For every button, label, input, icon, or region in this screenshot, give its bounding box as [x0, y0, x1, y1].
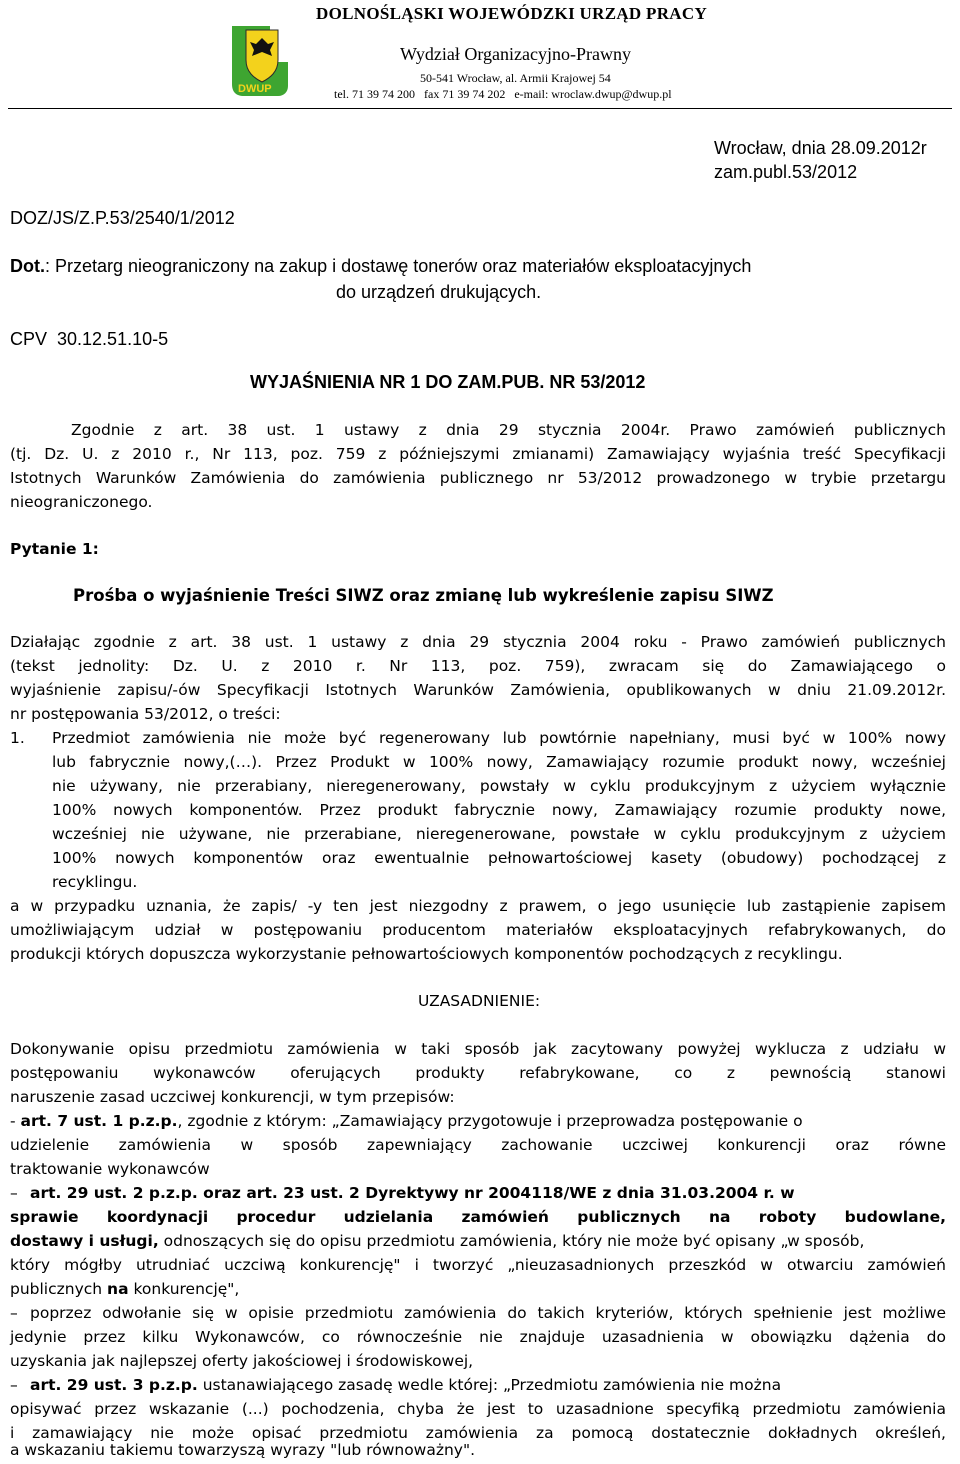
subject-line2: do urządzeń drukujących.: [336, 282, 542, 302]
q-item-line2: lub fabrycznie nowy,(…). Przez Produkt w 100% nowy, Zamawiający rozumie produkt nowy, wcześniej: [52, 753, 946, 771]
q-item-number: 1.: [10, 729, 25, 747]
q-item-line6: 100% nowych komponentów oraz ewentualnie pełnowartościowej kasety (obudowy) pochodzącej z: [52, 849, 946, 867]
logo-text: DWUP: [238, 83, 272, 95]
question-title: Prośba o wyjaśnienie Treści SIWZ oraz zmianę lub wykreślenie zapisu SIWZ: [73, 586, 774, 605]
intro-line4: nieograniczonego.: [10, 493, 153, 511]
uz-line3: naruszenie zasad uczciwej konkurencji, w tym przepisów:: [10, 1088, 455, 1106]
uz-art29-3-line1: [30, 1376, 946, 1394]
header-address: 50-541 Wrocław, al. Armii Krajowej 54: [420, 71, 611, 85]
uz-criteria-line2: jedynie przez kilku Wykonawców, co równocześnie nie znajduje uzasadnienia w obowiązku dążenia do: [10, 1328, 946, 1346]
uz-art29-line5: [10, 1280, 946, 1298]
question-label: Pytanie 1:: [10, 540, 99, 558]
uz-art29-line4: który mógłby utrudniać uczciwą konkurencję" i tworzyć „nieuzasadnionych przeszkód w otwarciu zamówień: [10, 1256, 946, 1274]
uz-art29-3-text: ustanawiającego zasadę wedle której: „Przedmiotu zamówienia nie można: [197, 1376, 782, 1394]
uz-art29-line1: art. 29 ust. 2 p.z.p. oraz art. 23 ust. 2 Dyrektywy nr 2004118/WE z dnia 31.03.2004 r. w: [30, 1184, 795, 1202]
zam-number: zam.publ.53/2012: [714, 162, 858, 182]
uz-art7-line2: udzielenie zamówienia w sposób zapewniający zachowanie uczciwej konkurencji oraz równe: [10, 1136, 946, 1154]
header-divider: [8, 108, 952, 109]
uz-art29-3-ref: art. 29 ust. 3 p.z.p.: [30, 1376, 198, 1394]
q-request-line3: produkcji których dopuszcza wykorzystanie pełnowartościowych komponentów pochodzących z recyklingu.: [10, 945, 843, 963]
uz-criteria-line1: poprzez odwołanie się w opisie przedmiotu zamówienia do takich kryteriów, których spełnienie jest możliwe: [30, 1304, 946, 1322]
q-request-line2: umożliwiającym udział w postępowaniu producentom materiałów eksploatacyjnych refabrykowanych, do: [10, 921, 946, 939]
q-request-line1: a w przypadku uznania, że zapis/ -y ten jest niezgodny z prawem, o jego usunięcie lub zastąpienie zapisem: [10, 897, 946, 915]
uz-line1: Dokonywanie opisu przedmiotu zamówienia w taki sposób jak zacytowany powyżej wyklucza z udziału w: [10, 1040, 946, 1058]
uz-line2: postępowaniu wykonawców oferujących produkty refabrykowane, co z pewnością stanowi: [10, 1064, 946, 1082]
header-contact: tel. 71 39 74 200 fax 71 39 74 202 e-mail: wroclaw.dwup@dwup.pl: [334, 87, 672, 101]
uz-criteria-dash: –: [10, 1304, 18, 1322]
subject-label: Dot.: [10, 256, 45, 276]
uz-art29-3-line3: i zamawiający nie może opisać przedmiotu zamówienia za pomocą dostatecznie dokładnych określeń,: [10, 1424, 946, 1442]
q-line1: Działając zgodnie z art. 38 ust. 1 ustawy z dnia 29 stycznia 2004 roku - Prawo zamówień publicznych: [10, 633, 946, 651]
intro-line1: Zgodnie z art. 38 ust. 1 ustawy z dnia 29 stycznia 2004r. Prawo zamówień publicznych: [71, 421, 946, 439]
uz-art29-3-dash: –: [10, 1376, 18, 1394]
uz-art29-text: odnoszących się do opisu przedmiotu zamówienia, który nie może być opisany „w sposób,: [158, 1232, 865, 1250]
header-dept: Wydział Organizacyjno-Prawny: [400, 44, 632, 64]
intro-line3: Istotnych Warunków Zamówienia do zamówienia publicznego nr 53/2012 prowadzonego w trybie przetargu: [10, 469, 946, 487]
q-line4: nr postępowania 53/2012, o treści:: [10, 705, 281, 723]
q-line2: (tekst jednolity: Dz. U. z 2010 r. Nr 113, poz. 759), zwracam się do Zamawiającego o: [10, 657, 946, 675]
uz-art29-dash: –: [10, 1184, 18, 1202]
uz-art7-text: , zgodnie z którym: „Zamawiający przygotowuje i przeprowadza postępowanie o: [177, 1112, 803, 1130]
uz-art7-line1: [10, 1112, 946, 1130]
uz-art7-ref: art. 7 ust. 1 p.z.p.: [20, 1112, 178, 1130]
dwup-logo: [226, 22, 294, 98]
document-title: WYJAŚNIENIA NR 1 DO ZAM.PUB. NR 53/2012: [250, 372, 646, 392]
cpv-code: CPV 30.12.51.10-5: [10, 329, 169, 349]
q-item-line3: nie używany, nie przerabiany, nieregenerowany, powstały w cyklu produkcyjnym z użyciem wyłącznie: [52, 777, 946, 795]
subject-line: [10, 256, 751, 277]
uz-art29-line2: sprawie koordynacji procedur udzielania zamówień publicznych na roboty budowlane,: [10, 1208, 946, 1226]
q-line3: wyjaśnienie zapisu/-ów Specyfikacji Istotnych Warunków Zamówienia, opublikowanych w dniu 21.09.2012r.: [10, 681, 946, 699]
q-item-line7: recyklingu.: [52, 873, 138, 891]
uz-art29-l5b: konkurencję",: [128, 1280, 240, 1298]
uz-art29-l5a: publicznych: [10, 1280, 108, 1298]
uz-art7-dash: -: [10, 1112, 21, 1130]
uz-criteria-line3: uzyskania jak najlepszej oferty jakościowej i środowiskowej,: [10, 1352, 474, 1370]
uz-art29-3-line4: a wskazaniu takiemu towarzyszą wyrazy "lub równoważny".: [10, 1441, 476, 1459]
uzasadnienie-title: UZASADNIENIE:: [418, 992, 541, 1010]
uz-art29-3-line2: opisywać przez wskazanie (...) pochodzenia, chyba że jest to uzasadnione specyfiką przedmiotu zamówienia: [10, 1400, 946, 1418]
subject-text: : Przetarg nieograniczony na zakup i dostawę tonerów oraz materiałów eksploatacyjnych: [45, 256, 752, 276]
reference-number: DOZ/JS/Z.P.53/2540/1/2012: [10, 208, 235, 228]
intro-line2: (tj. Dz. U. z 2010 r., Nr 113, poz. 759 z późniejszymi zmianami) Zamawiający wyjaśnia treść Specyfikacji: [10, 445, 946, 463]
q-item-line1: Przedmiot zamówienia nie może być regenerowany lub powtórnie napełniany, musi być w 100% nowy: [52, 729, 946, 747]
uz-art29-l5-bold: na: [107, 1280, 129, 1298]
uz-art29-bold: dostawy i usługi,: [10, 1232, 159, 1250]
uz-art29-line3: [10, 1232, 946, 1250]
header-org: DOLNOŚLĄSKI WOJEWÓDZKI URZĄD PRACY: [316, 4, 708, 23]
q-item-line5: wcześniej nie używane, nie przerabiane, nieregenerowane, powstałe w cyklu produkcyjnym z użyciem: [52, 825, 946, 843]
q-item-line4: 100% nowych komponentów. Przez produkt fabrycznie nowy, Zamawiający rozumie produkty nowe,: [52, 801, 946, 819]
place-date: Wrocław, dnia 28.09.2012r: [714, 138, 927, 158]
uz-art7-line3: traktowanie wykonawców: [10, 1160, 210, 1178]
